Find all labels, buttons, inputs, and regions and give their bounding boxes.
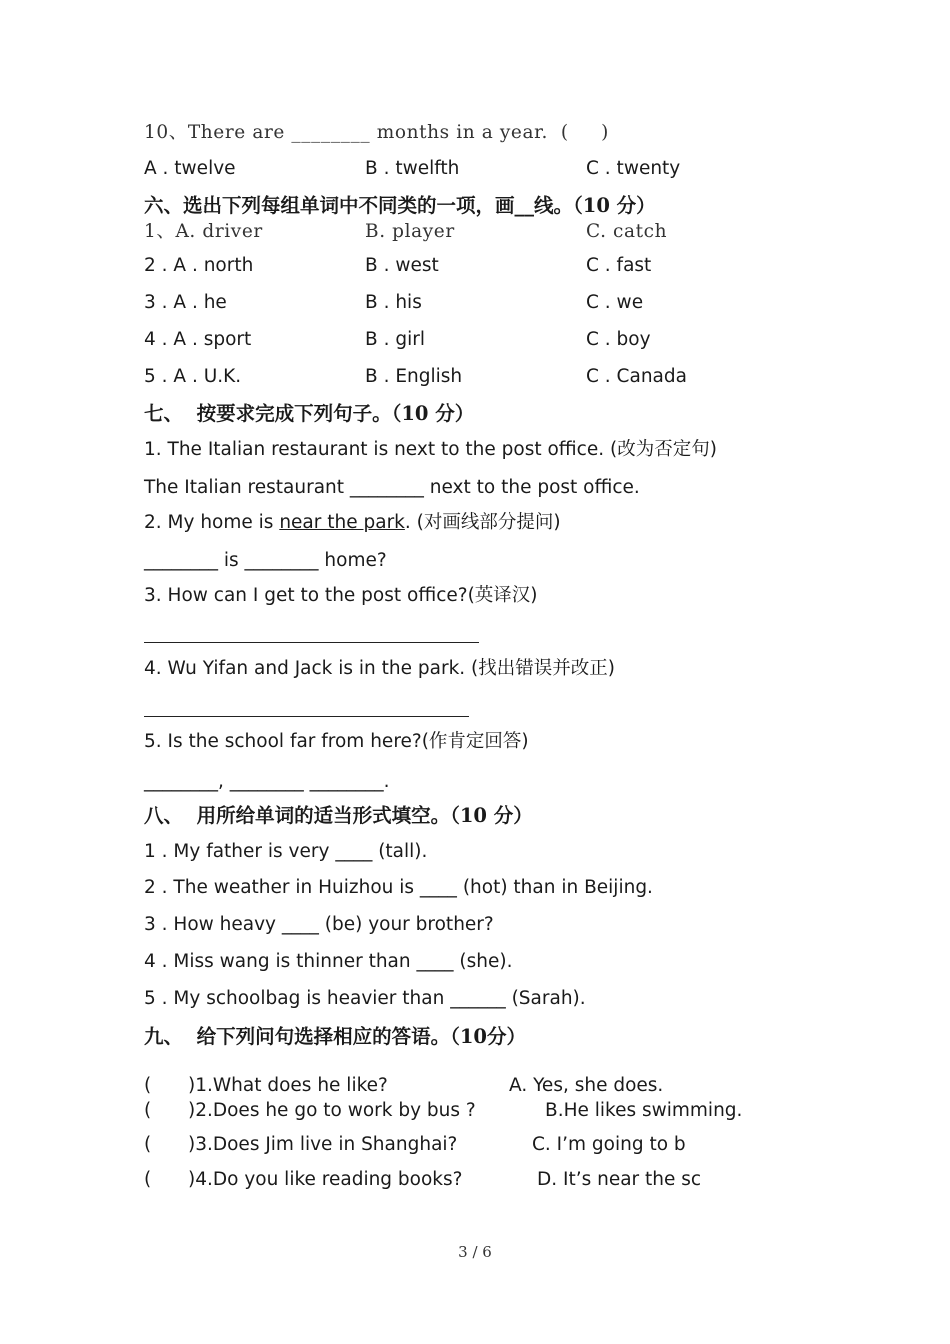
s6-row5-b: B . English — [365, 366, 463, 387]
s7-q3-answer-line — [144, 642, 479, 643]
s7-q2-answer: ________ is ________ home? — [144, 550, 387, 571]
section6-heading: 六、选出下列每组单词中不同类的一项，画__线。（10 分） — [144, 194, 656, 217]
s7-q2-pre: 2. My home is — [144, 512, 280, 533]
s6-row1-c: C. catch — [586, 221, 668, 242]
page-number: 3 / 6 — [458, 1243, 492, 1261]
s7-q2-underlined: near the park — [279, 512, 405, 533]
s6-row5-c: C . Canada — [586, 366, 687, 387]
s9-row4-question: )4.Do you like reading books? — [188, 1169, 463, 1190]
s9-row2-paren: ( — [144, 1100, 152, 1121]
s9-row1-paren: ( — [144, 1075, 152, 1096]
s9-row4-answer: D. It’s near the sc — [537, 1169, 702, 1190]
s7-q4-answer-line — [144, 716, 469, 717]
s7-q4: 4. Wu Yifan and Jack is in the park. (找出错误并改正) — [144, 658, 615, 679]
s9-row2-question: )2.Does he go to work by bus ? — [188, 1100, 476, 1121]
s6-row4-b: B . girl — [365, 329, 425, 350]
q10-option-a: A . twelve — [144, 158, 236, 179]
s6-row4-c: C . boy — [586, 329, 651, 350]
s7-q3: 3. How can I get to the post office?(英译汉) — [144, 585, 538, 606]
q10-option-c: C . twenty — [586, 158, 681, 179]
s8-item-2: 2 . The weather in Huizhou is ____ (hot) than in Beijing. — [144, 877, 653, 898]
s9-row2-answer: B.He likes swimming. — [545, 1100, 743, 1121]
s7-q5: 5. Is the school far from here?(作肯定回答) — [144, 731, 529, 752]
section8-heading: 八、 用所给单词的适当形式填空。（10 分） — [144, 804, 533, 827]
s9-row1-answer: A. Yes, she does. — [509, 1075, 664, 1096]
s6-row2-c: C . fast — [586, 255, 652, 276]
s6-row2-a: 2 . A . north — [144, 255, 254, 276]
s7-q2 — [144, 511, 561, 535]
section9-heading: 九、 给下列问句选择相应的答语。（10分） — [144, 1025, 526, 1048]
s6-row2-b: B . west — [365, 255, 439, 276]
q10-option-b: B . twelfth — [365, 158, 460, 179]
s6-row5-a: 5 . A . U.K. — [144, 366, 242, 387]
s8-item-4: 4 . Miss wang is thinner than ____ (she). — [144, 951, 513, 972]
s9-row3-answer: C. I’m going to b — [532, 1134, 686, 1155]
q10-stem: 10、There are ________ months in a year. ( ) — [144, 122, 609, 143]
s6-row1-a: 1、A. driver — [144, 221, 263, 242]
s6-row4-a: 4 . A . sport — [144, 329, 252, 350]
s9-row3-paren: ( — [144, 1134, 152, 1155]
s8-item-1: 1 . My father is very ____ (tall). — [144, 841, 428, 862]
s8-item-3: 3 . How heavy ____ (be) your brother? — [144, 914, 494, 935]
s7-q1: 1. The Italian restaurant is next to the post office. (改为否定句) — [144, 439, 717, 460]
s9-row1-question: )1.What does he like? — [188, 1075, 388, 1096]
s6-row3-b: B . his — [365, 292, 422, 313]
s8-item-5: 5 . My schoolbag is heavier than ______ (Sarah). — [144, 988, 586, 1009]
s6-row1-b: B. player — [365, 221, 455, 242]
s9-row3-question: )3.Does Jim live in Shanghai? — [188, 1134, 458, 1155]
s6-row3-c: C . we — [586, 292, 644, 313]
s7-q5-answer: ________, ________ ________. — [144, 771, 390, 792]
s9-row4-paren: ( — [144, 1169, 152, 1190]
section7-heading: 七、 按要求完成下列句子。（10 分） — [144, 402, 475, 425]
s7-q1-answer: The Italian restaurant ________ next to the post office. — [144, 477, 640, 498]
s6-row3-a: 3 . A . he — [144, 292, 227, 313]
s7-q2-post: . (对画线部分提问) — [404, 512, 561, 533]
